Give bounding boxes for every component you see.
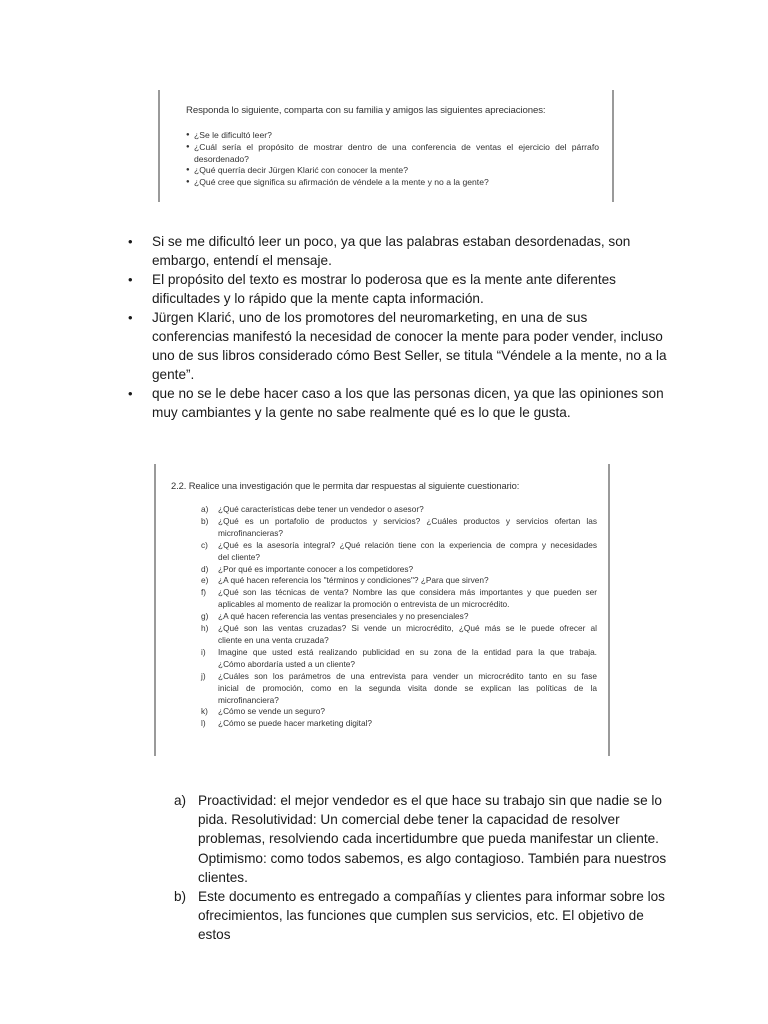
question-letter: d) (201, 563, 209, 574)
answer-letter: a) (174, 793, 187, 808)
box2-question (201, 564, 597, 576)
question-letter: i) (201, 646, 206, 657)
answer-item: • El propósito del texto es mostrar lo poderosa que es la mente ante diferentes dificultades y lo rápido que la mente capta información. (128, 272, 616, 306)
box1-question: ● ¿Se le dificultó leer? (187, 130, 599, 142)
bullet-icon: • (128, 272, 133, 287)
box1-heading: Responda lo siguiente, comparta con su familia y amigos las siguientes apreciaciones: (186, 105, 546, 116)
question-letter: k) (201, 706, 208, 717)
question-letter: a) (201, 504, 209, 514)
question-line: ¿Qué es la asesoría integral? ¿Qué relación tiene con la experiencia de compra y necesidades (218, 539, 597, 550)
question-line: microfinancieras? (218, 527, 284, 538)
box2-question (201, 623, 597, 647)
lettered-answers-list (174, 791, 668, 945)
question-line: ¿Cuáles son los parámetros de una entrevista para vender un microcrédito tanto en su fase (218, 670, 597, 681)
question-letter: f) (201, 587, 207, 598)
answer-text: Este documento es entregado a compañías y clientes para informar sobre los ofrecimientos, las funciones que cumplen sus servicios, etc. El objetivo de estos (198, 889, 665, 943)
bullet-icon: • (128, 386, 133, 401)
answers-list (128, 232, 668, 422)
answer-item: • Jürgen Klarić, uno de los promotores del neuromarketing, en una de sus conferencias manifestó la necesidad de conocer la mente para poder vender, incluso uno de sus libros considerado cómo Best Seller, se titula “Véndele a la mente, no a la gente”. (128, 310, 667, 382)
question-line: ¿A qué hacen referencia los "términos y condiciones"? ¿Para que sirven? (218, 575, 489, 586)
box2-question (201, 647, 597, 671)
question-line: microfinanciera? (218, 694, 279, 705)
box1-question: ● ¿Qué cree que significa su afirmación de véndele a la mente y no a la gente? (187, 177, 599, 189)
question-line: ¿Qué características debe tener un vendedor o asesor? (218, 504, 424, 514)
box2-question (201, 706, 597, 718)
scanned-questions-box-2 (154, 464, 610, 756)
question-line: ¿Cómo abordaría usted a un cliente? (218, 658, 355, 669)
box1-question: ● ¿Qué querría decir Jürgen Klarić con conocer la mente? (187, 165, 599, 177)
question-letter: e) (201, 575, 209, 586)
question-line: ¿Por qué es importante conocer a los competidores? (218, 563, 414, 574)
scanned-questions-box-1 (158, 90, 614, 202)
question-letter: l) (201, 718, 206, 729)
question-line: del cliente? (218, 551, 260, 562)
question-line: inicial de promoción, como en la segunda visita donde se explican las políticas de la (218, 682, 597, 693)
bullet-icon: • (128, 310, 133, 325)
question-line: ¿Qué son las técnicas de venta? Nombre las que considera más importantes y que pueden ser (218, 587, 597, 598)
answer-item: • que no se le debe hacer caso a los que las personas dicen, ya que las opiniones son muy cambiantes y la gente no sabe realmente qué es lo que le gusta. (128, 386, 664, 420)
answer-letter: b) (174, 889, 187, 905)
question-letter: b) (201, 515, 209, 526)
question-line: ¿Cómo se vende un seguro? (218, 706, 326, 717)
answer-item: • Si se me dificultó leer un poco, ya que las palabras estaban desordenadas, son embargo, entendí el mensaje. (128, 234, 631, 268)
box2-question-list (201, 504, 597, 730)
question-letter: j) (201, 670, 206, 681)
lettered-answer-item (174, 887, 668, 945)
question-line: ¿Qué son las ventas cruzadas? Si vende un microcrédito, ¿Qué más se le puede ofrecer al (218, 623, 597, 634)
box2-question (201, 611, 597, 623)
box1-question-list (187, 130, 599, 189)
question-line: aplicables al momento de realizar la promoción o entrevista de un microcrédito. (218, 599, 510, 610)
box2-heading: 2.2. Realice una investigación que le permita dar respuestas al siguiente cuestionario: (171, 480, 520, 491)
box2-question (201, 587, 597, 611)
box2-question (201, 671, 597, 707)
box2-question (201, 718, 597, 730)
box2-question (201, 575, 597, 587)
question-line: ¿Cómo se puede hacer marketing digital? (218, 718, 373, 729)
question-line: ¿Qué es un portafolio de productos y servicios? ¿Cuáles productos y servicios ofertan las (218, 515, 597, 526)
question-letter: h) (201, 623, 209, 634)
box1-question: ● ¿Cuál sería el propósito de mostrar dentro de una conferencia de ventas el ejercicio del párrafo desordenado? (187, 142, 599, 166)
question-letter: g) (201, 611, 209, 622)
question-line: cliente en una venta cruzada? (218, 634, 329, 645)
box2-question (201, 540, 597, 564)
answer-text: Proactividad: el mejor vendedor es el que hace su trabajo sin que nadie se lo pida. Resolutividad: Un comercial debe tener la capacidad de resolver problemas, resolviendo cada incertidumbre que pueda manifestar un cliente. Optimismo: como todos sabemos, es algo contagioso. También para nuestros clientes. (198, 793, 667, 885)
question-line: ¿A qué hacen referencia las ventas presenciales y no presenciales? (218, 611, 469, 622)
lettered-answer-item (174, 791, 668, 887)
bullet-icon: • (128, 234, 133, 249)
question-letter: c) (201, 539, 208, 550)
box2-question (201, 516, 597, 540)
box2-question (201, 504, 597, 516)
question-line: Imagine que usted está realizando publicidad en su zona de la entidad para la que trabaja. (218, 646, 597, 657)
